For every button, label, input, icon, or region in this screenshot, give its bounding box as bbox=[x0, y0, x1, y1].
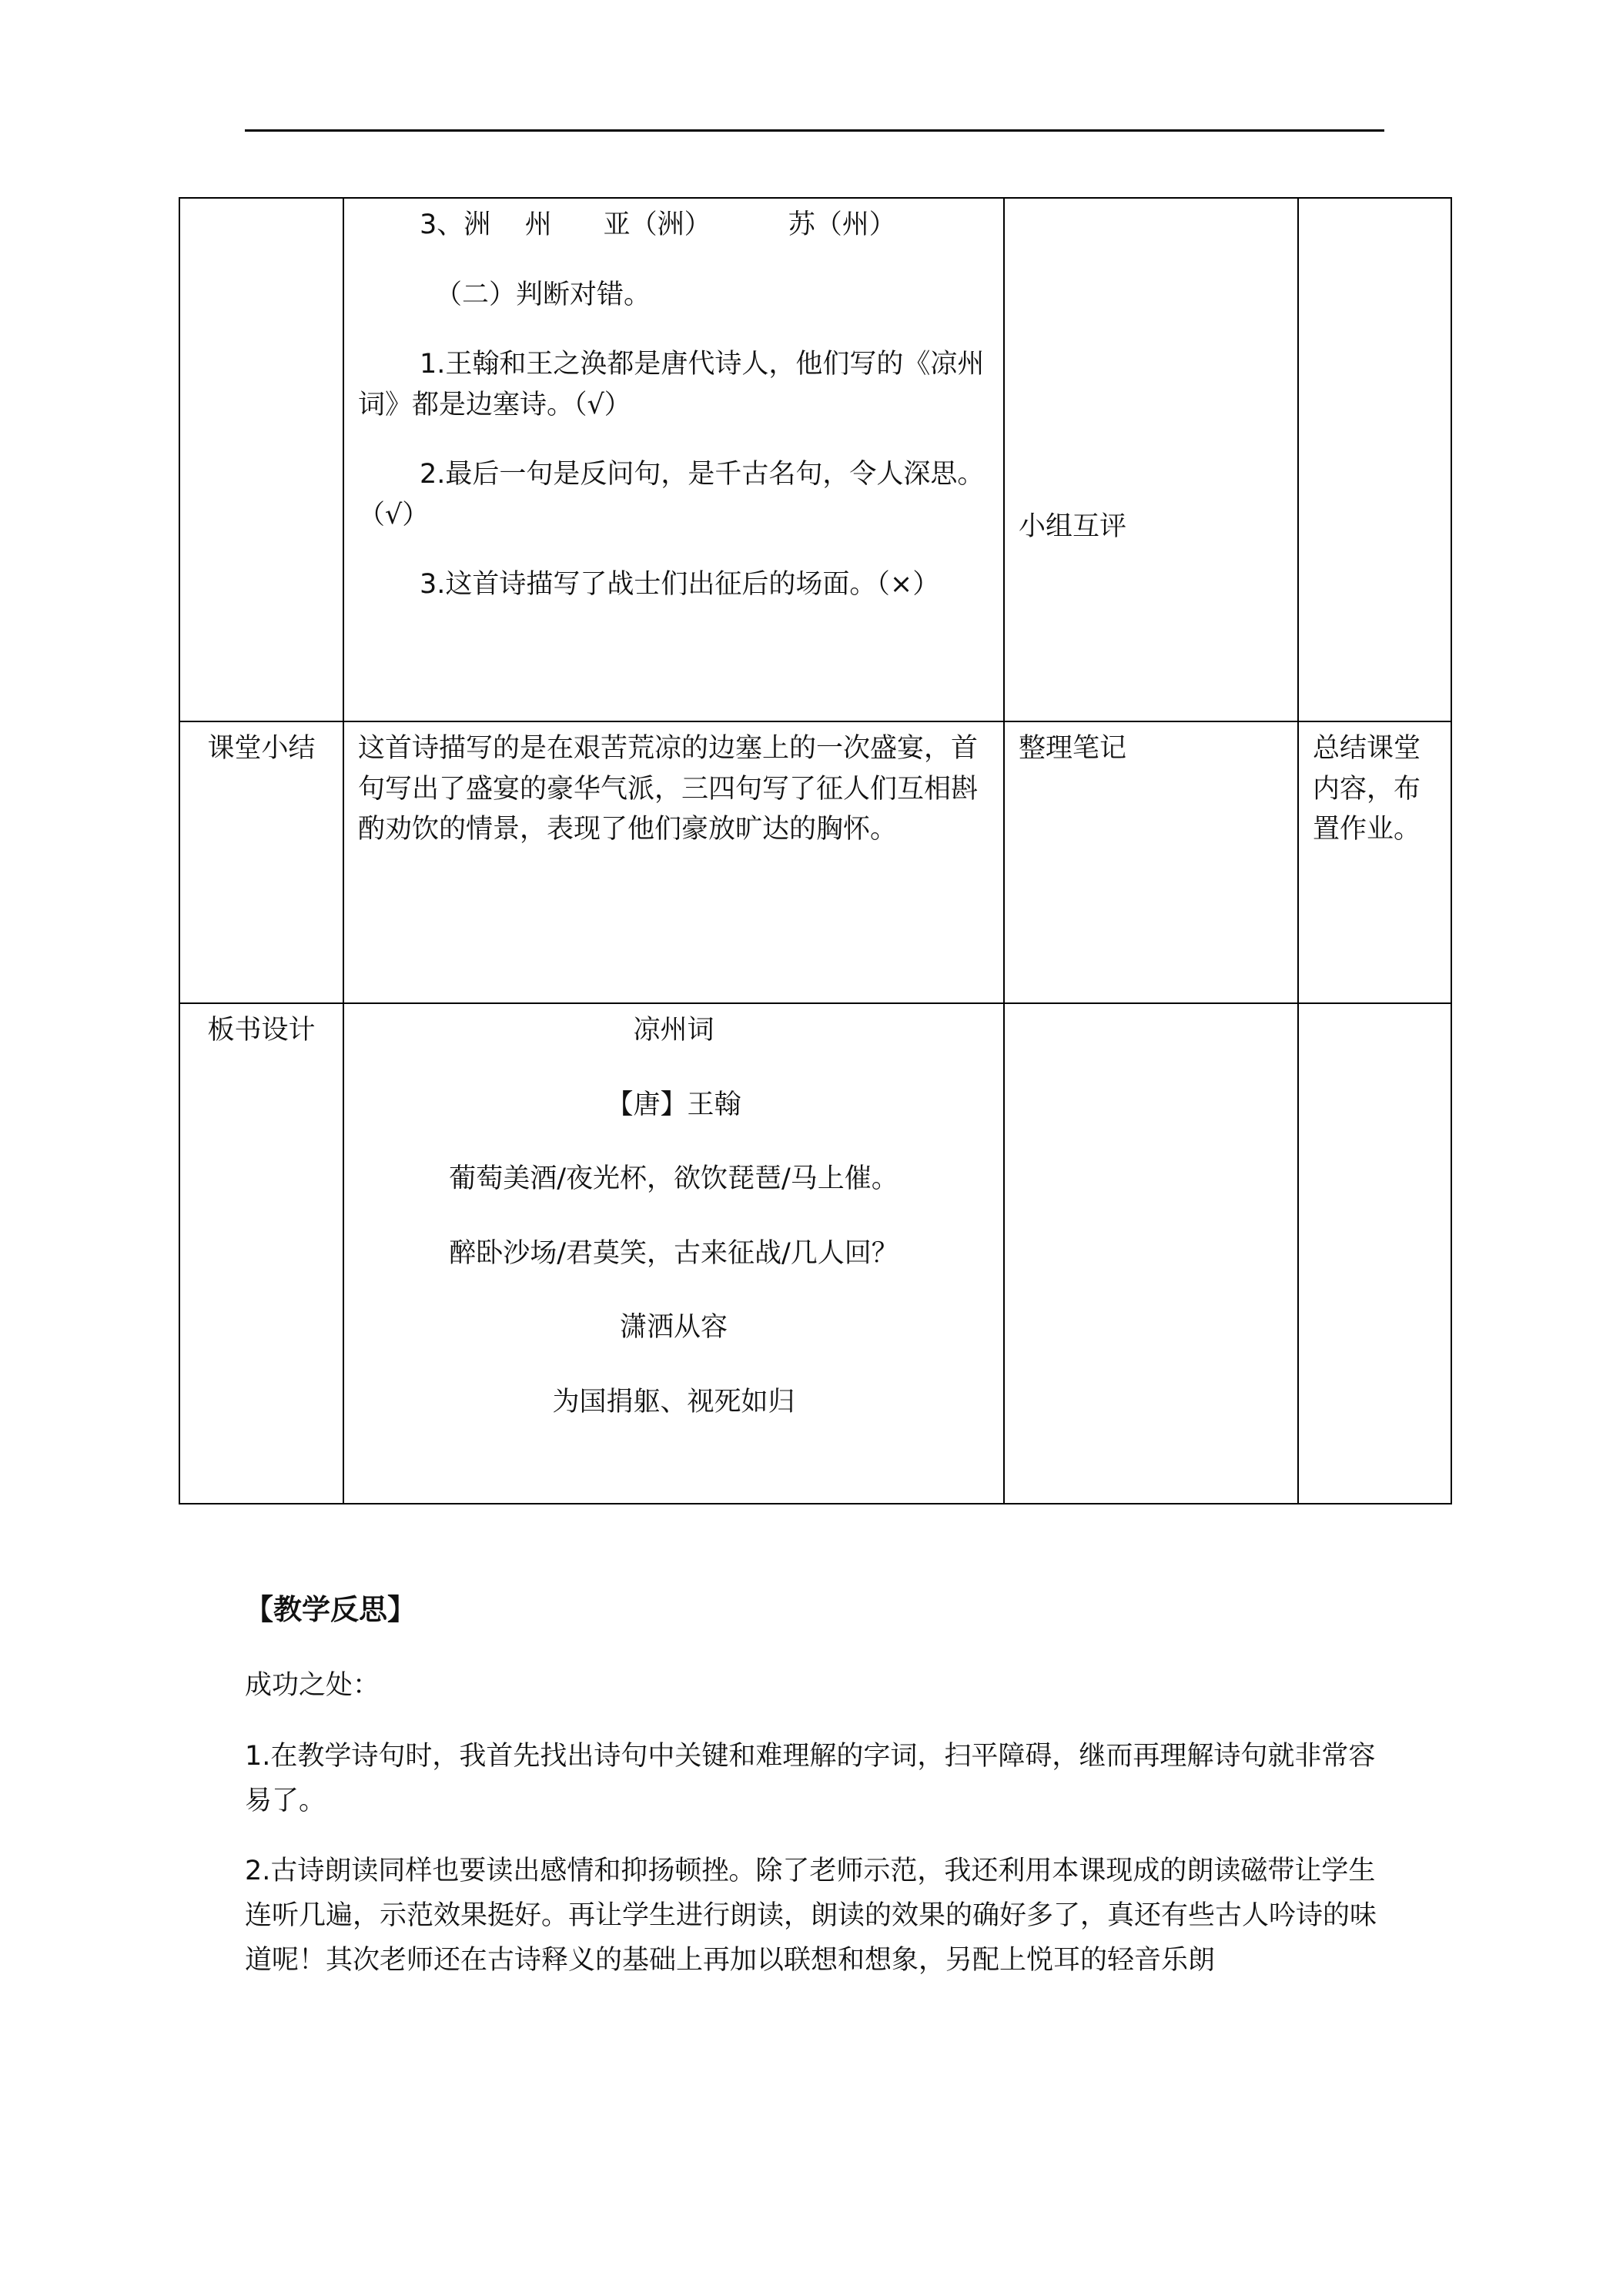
row2-student-cell: 整理笔记 bbox=[1004, 721, 1298, 1003]
word-group-compound-1: 亚（洲） bbox=[603, 209, 711, 240]
row1-content-cell bbox=[343, 198, 1004, 721]
reflection-item-1: 1.在教学诗句时，我首先找出诗句中关键和难理解的字词，扫平障碍，继而再理解诗句就非常容易了。 bbox=[245, 1740, 1376, 1816]
header-rule bbox=[245, 129, 1384, 132]
row1-intent-cell bbox=[1298, 198, 1451, 721]
board-line-3: 潇洒从容 bbox=[619, 1312, 728, 1343]
teaching-reflection bbox=[245, 1586, 1384, 2010]
word-group-compound-2: 苏（州） bbox=[788, 209, 896, 240]
reflection-item-2: 2.古诗朗读同样也要读出感情和抑扬顿挫。除了老师示范，我还利用本课现成的朗读磁带让学生连听几遍，示范效果挺好。再让学生进行朗读，朗读的效果的确好多了，真还有些古人吟诗的味道呢！其次老师还在古诗释义的基础上再加以联想和想象，另配上悦耳的轻音乐朗 bbox=[245, 1856, 1377, 1976]
table-row-exercises bbox=[179, 198, 1451, 721]
word-group-char: 州 bbox=[524, 209, 552, 240]
word-group-num: 3、洲 bbox=[420, 209, 491, 240]
row2-content-cell: 这首诗描写的是在艰苦荒凉的边塞上的一次盛宴，首句写出了盛宴的豪华气派，三四句写了征人们互相斟酌劝饮的情景，表现了他们豪放旷达的胸怀。 bbox=[343, 721, 1004, 1003]
row2-intent-cell: 总结课堂内容，布置作业。 bbox=[1298, 721, 1451, 1003]
board-title: 凉州词 bbox=[633, 1015, 714, 1046]
table-row-summary bbox=[179, 721, 1451, 1003]
board-line-2: 醉卧沙场/君莫笑，古来征战/几人回？ bbox=[449, 1237, 899, 1269]
reflection-heading: 【教学反思】 bbox=[245, 1593, 416, 1626]
judge-question-3: 3.这首诗描写了战士们出征后的场面。（×） bbox=[420, 569, 940, 600]
row3-intent-cell bbox=[1298, 1003, 1451, 1504]
table-row-board-design bbox=[179, 1003, 1451, 1504]
board-design-cell bbox=[343, 1003, 1004, 1504]
row3-label-cell: 板书设计 bbox=[179, 1003, 343, 1504]
board-line-4: 为国捐躯、视死如归 bbox=[552, 1386, 795, 1417]
board-author: 【唐】王翰 bbox=[606, 1089, 741, 1120]
judge-heading: （二）判断对错。 bbox=[435, 279, 651, 310]
judge-question-2: 2.最后一句是反问句，是千古名句，令人深思。（√） bbox=[358, 459, 985, 530]
row1-student-cell: 小组互评 bbox=[1004, 198, 1298, 721]
row1-label-cell bbox=[179, 198, 343, 721]
lesson-plan-table bbox=[179, 197, 1452, 1504]
judge-question-1: 1.王翰和王之涣都是唐代诗人，他们写的《凉州词》都是边塞诗。（√） bbox=[358, 349, 985, 420]
word-group-line bbox=[358, 205, 989, 246]
board-line-1: 葡萄美酒/夜光杯，欲饮琵琶/马上催。 bbox=[449, 1163, 899, 1194]
success-label: 成功之处： bbox=[245, 1670, 380, 1702]
row2-label-cell: 课堂小结 bbox=[179, 721, 343, 1003]
row3-student-cell bbox=[1004, 1003, 1298, 1504]
